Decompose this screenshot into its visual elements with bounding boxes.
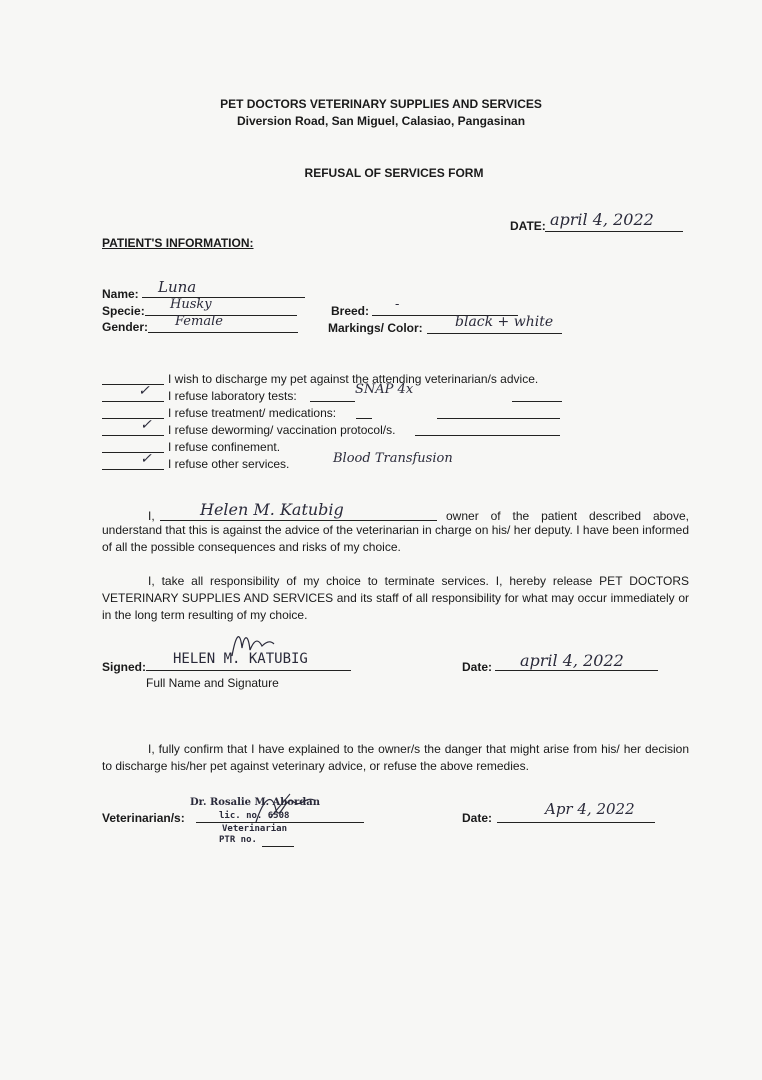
option-detail: Blood Transfusion [333, 451, 453, 466]
breed-label: Breed: [331, 304, 370, 318]
option-text: I refuse other services. [168, 457, 290, 471]
vet-stamp-name: Dr. Rosalie M. Abordan [190, 797, 320, 808]
company-address: Diversion Road, San Miguel, Calasiao, Pangasinan [236, 114, 526, 128]
date-value: april 4, 2022 [550, 210, 654, 229]
vet-signature [250, 788, 320, 828]
owner-statement-suffix: owner of the patient described above, [446, 509, 689, 523]
form-title: REFUSAL OF SERVICES FORM [304, 166, 484, 180]
option-line [102, 435, 164, 436]
vet-stamp-title: Veterinarian [222, 824, 288, 834]
option-text: I refuse deworming/ vaccination protocol/s. [168, 423, 396, 437]
release-statement: I, take all responsibility of my choice to terminate services. I, hereby release PET DOCTORS VETERINARY SUPPLIES AND SERVICES and its staff of all responsibility for what may occur immediately or in the long term resulting of my choice. [102, 574, 689, 622]
date-label: DATE: [510, 219, 546, 233]
company-name: PET DOCTORS VETERINARY SUPPLIES AND SERVICES [220, 97, 542, 111]
option-text: I wish to discharge my pet against the attending veterinarian/s advice. [168, 372, 539, 386]
vet-ptr-underline [262, 846, 294, 847]
patient-section-title: PATIENT'S INFORMATION: [102, 236, 254, 250]
check-mark: ✓ [138, 383, 150, 399]
vet-label: Veterinarian/s: [102, 811, 185, 825]
option-detail-line [512, 401, 562, 402]
option-detail-line [437, 418, 560, 419]
owner-signature [228, 626, 278, 662]
owner-statement-body: understand that this is against the advice of the veterinarian in charge on his/ her deputy. I have been informed of all the possible consequences and risks of my choice. [102, 523, 689, 554]
signed-date-underline [495, 670, 658, 671]
vet-date-underline [497, 822, 655, 823]
vet-stamp-ptr: PTR no. [219, 835, 257, 845]
signed-label: Signed: [102, 660, 146, 674]
check-mark: ✓ [140, 417, 152, 433]
name-label: Name: [102, 287, 139, 301]
markings-underline [427, 333, 562, 334]
breed-value: - [395, 297, 400, 312]
vet-stamp-license: lic. no. 6508 [219, 811, 290, 821]
signed-date-label: Date: [462, 660, 493, 674]
specie-label: Specie: [102, 304, 145, 318]
signed-caption: Full Name and Signature [146, 676, 279, 690]
option-text: I refuse confinement. [168, 440, 281, 454]
markings-label: Markings/ Color: [328, 321, 423, 335]
markings-value: black + white [455, 314, 554, 330]
owner-statement-prefix: I, [148, 509, 155, 523]
vet-date-value: Apr 4, 2022 [545, 800, 635, 818]
gender-underline [148, 332, 298, 333]
signed-date-value: april 4, 2022 [520, 651, 624, 670]
vet-statement: I, fully confirm that I have explained to the owner/s the danger that might arise from his/ her decision to discharge his/her pet against veterinary advice, or refuse the above remedies. [102, 742, 689, 773]
option-text: I refuse laboratory tests: [168, 389, 297, 403]
gender-value: Female [175, 314, 223, 329]
option-detail: SNAP 4x [355, 382, 414, 397]
date-underline [545, 231, 683, 232]
signed-name: HELEN M. KATUBIG [173, 651, 308, 667]
name-underline [142, 297, 305, 298]
option-line [102, 469, 164, 470]
gender-label: Gender: [102, 320, 149, 334]
option-line [102, 384, 164, 385]
owner-name-underline [160, 520, 437, 521]
check-mark: ✓ [140, 451, 152, 467]
owner-name: Helen M. Katubig [200, 500, 344, 519]
option-detail-line [356, 418, 372, 419]
option-detail-line [310, 401, 355, 402]
option-detail-line [415, 435, 560, 436]
name-value: Luna [158, 278, 197, 296]
option-text: I refuse treatment/ medications: [168, 406, 337, 420]
signed-underline [146, 670, 351, 671]
option-line [102, 452, 164, 453]
vet-date-label: Date: [462, 811, 493, 825]
specie-value: Husky [170, 297, 212, 312]
option-line [102, 418, 164, 419]
option-line [102, 401, 164, 402]
